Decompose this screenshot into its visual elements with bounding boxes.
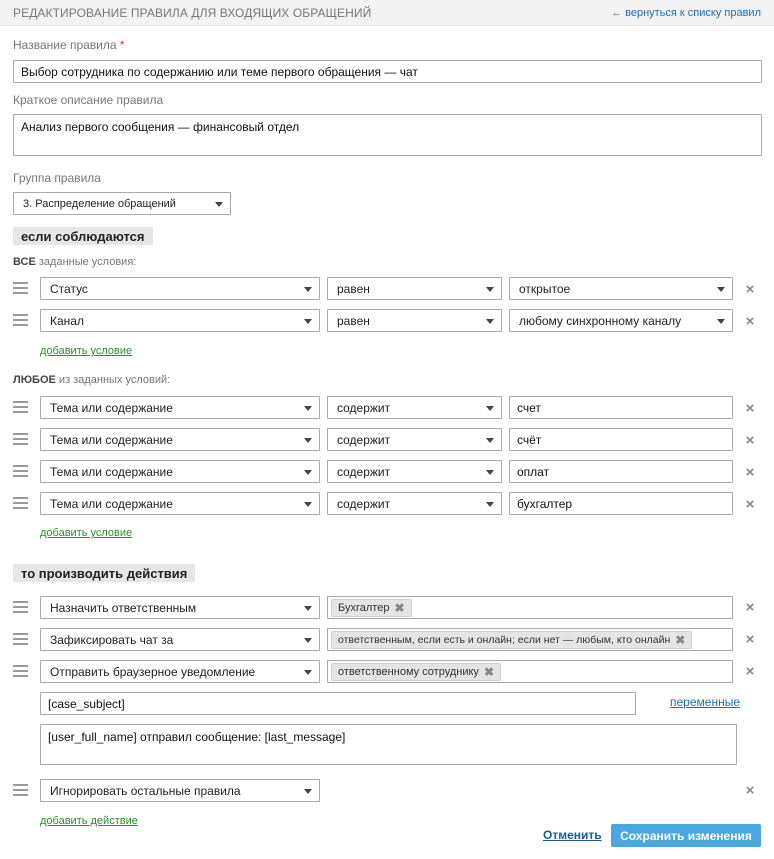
- chevron-down-icon: [486, 438, 494, 443]
- action-type-select[interactable]: [40, 596, 320, 619]
- rule-group-value: 3. Распределение обращений: [23, 197, 176, 210]
- condition-value: счёт: [517, 432, 542, 447]
- add-condition-link[interactable]: добавить условие: [40, 527, 133, 539]
- save-button[interactable]: Сохранить изменения: [611, 824, 761, 847]
- delete-condition-icon[interactable]: ×: [745, 496, 755, 513]
- chevron-down-icon: [486, 470, 494, 475]
- condition-operator-value: содержит: [337, 464, 391, 479]
- condition-field-value: Тема или содержание: [50, 496, 173, 511]
- chevron-down-icon: [304, 406, 312, 411]
- drag-handle-icon[interactable]: [13, 784, 28, 796]
- chevron-down-icon: [304, 438, 312, 443]
- condition-operator-select[interactable]: [327, 396, 502, 419]
- condition-value-input[interactable]: [509, 428, 733, 451]
- all-conditions-prefix: ВСЕ: [13, 256, 36, 268]
- chevron-down-icon: [304, 789, 312, 794]
- notification-subject-input[interactable]: [40, 692, 636, 715]
- rule-name-label-text: Название правила: [13, 38, 117, 52]
- page-header: [0, 0, 774, 26]
- rule-description-label: Краткое описание правила: [13, 93, 164, 107]
- condition-field-select[interactable]: [40, 396, 320, 419]
- condition-operator-select[interactable]: [327, 309, 502, 332]
- rule-description-textarea[interactable]: [13, 114, 762, 156]
- any-conditions-heading: [13, 374, 170, 386]
- variables-link[interactable]: переменные: [670, 695, 740, 709]
- rule-name-value: Выбор сотрудника по содержанию или теме первого обращения — чат: [21, 64, 418, 79]
- cancel-button[interactable]: Отменить: [543, 828, 602, 842]
- required-mark: *: [119, 38, 125, 52]
- condition-field-select[interactable]: [40, 277, 320, 300]
- condition-value-select[interactable]: [509, 309, 733, 332]
- remove-tag-icon[interactable]: ✖: [394, 600, 405, 615]
- condition-operator-select[interactable]: [327, 492, 502, 515]
- action-target-tagbox[interactable]: [327, 628, 733, 651]
- selected-tag-label: ответственному сотруднику: [338, 665, 479, 678]
- chevron-down-icon: [304, 319, 312, 324]
- condition-field-value: Тема или содержание: [50, 432, 173, 447]
- add-action-link[interactable]: добавить действие: [40, 815, 138, 827]
- notification-subject-value: [case_subject]: [48, 696, 125, 711]
- condition-value: счет: [517, 400, 541, 415]
- drag-handle-icon[interactable]: [13, 633, 28, 645]
- drag-handle-icon[interactable]: [13, 601, 28, 613]
- drag-handle-icon[interactable]: [13, 433, 28, 445]
- condition-value: оплат: [517, 464, 550, 479]
- any-conditions-prefix: ЛЮБОЕ: [13, 374, 56, 386]
- condition-value-select[interactable]: [509, 277, 733, 300]
- condition-field-value: Статус: [50, 281, 88, 296]
- chevron-down-icon: [215, 202, 223, 207]
- condition-operator-value: равен: [337, 313, 370, 328]
- condition-value-input[interactable]: [509, 492, 733, 515]
- conditions-section-title: если соблюдаются: [13, 227, 153, 245]
- delete-action-icon[interactable]: ×: [745, 631, 755, 648]
- condition-operator-value: содержит: [337, 432, 391, 447]
- remove-tag-icon[interactable]: ✖: [675, 632, 686, 647]
- condition-field-value: Тема или содержание: [50, 464, 173, 479]
- delete-action-icon[interactable]: ×: [745, 782, 755, 799]
- condition-operator-select[interactable]: [327, 460, 502, 483]
- rule-group-label: Группа правила: [13, 171, 101, 185]
- action-target-tagbox[interactable]: [327, 660, 733, 683]
- condition-field-select[interactable]: [40, 309, 320, 332]
- condition-value-input[interactable]: [509, 396, 733, 419]
- condition-operator-value: содержит: [337, 400, 391, 415]
- action-type-value: Отправить браузерное уведомление: [50, 664, 256, 679]
- chevron-down-icon: [304, 287, 312, 292]
- selected-tag: [331, 599, 412, 617]
- condition-value-input[interactable]: [509, 460, 733, 483]
- all-conditions-suffix: заданные условия:: [35, 256, 137, 268]
- condition-field-value: Канал: [50, 313, 84, 328]
- action-target-tagbox[interactable]: [327, 596, 733, 619]
- condition-field-select[interactable]: [40, 460, 320, 483]
- delete-condition-icon[interactable]: ×: [745, 432, 755, 449]
- condition-field-value: Тема или содержание: [50, 400, 173, 415]
- action-type-value: Зафиксировать чат за: [50, 632, 174, 647]
- chevron-down-icon: [717, 319, 725, 324]
- actions-section-title: то производить действия: [13, 564, 195, 582]
- chevron-down-icon: [486, 406, 494, 411]
- back-to-rules-link[interactable]: ← вернуться к списку правил: [611, 7, 761, 19]
- condition-value: бухгалтер: [517, 496, 573, 511]
- rule-group-select[interactable]: [13, 192, 231, 215]
- drag-handle-icon[interactable]: [13, 665, 28, 677]
- notification-body-value: [user_full_name] отправил сообщение: [last_message]: [48, 730, 346, 744]
- action-type-select[interactable]: [40, 779, 320, 802]
- drag-handle-icon[interactable]: [13, 314, 28, 326]
- chevron-down-icon: [304, 502, 312, 507]
- chevron-down-icon: [304, 606, 312, 611]
- add-condition-link[interactable]: добавить условие: [40, 345, 133, 357]
- delete-action-icon[interactable]: ×: [745, 663, 755, 680]
- delete-condition-icon[interactable]: ×: [745, 400, 755, 417]
- chevron-down-icon: [304, 670, 312, 675]
- delete-condition-icon[interactable]: ×: [745, 313, 755, 330]
- action-type-select[interactable]: [40, 628, 320, 651]
- action-type-value: Назначить ответственным: [50, 600, 197, 615]
- remove-tag-icon[interactable]: ✖: [483, 664, 494, 679]
- delete-action-icon[interactable]: ×: [745, 599, 755, 616]
- action-type-value: Игнорировать остальные правила: [50, 783, 241, 798]
- notification-body-textarea[interactable]: [40, 724, 737, 765]
- action-type-select[interactable]: [40, 660, 320, 683]
- drag-handle-icon[interactable]: [13, 401, 28, 413]
- condition-operator-value: содержит: [337, 496, 391, 511]
- condition-value: любому синхронному каналу: [519, 313, 682, 328]
- page-title: РЕДАКТИРОВАНИЕ ПРАВИЛА ДЛЯ ВХОДЯЩИХ ОБРАЩЕНИЙ: [13, 6, 372, 20]
- condition-value: открытое: [519, 281, 571, 296]
- selected-tag: [331, 631, 692, 649]
- condition-operator-select[interactable]: [327, 428, 502, 451]
- condition-field-select[interactable]: [40, 492, 320, 515]
- rule-name-input[interactable]: [13, 60, 762, 83]
- chevron-down-icon: [486, 319, 494, 324]
- condition-field-select[interactable]: [40, 428, 320, 451]
- rule-name-label: [13, 38, 125, 52]
- condition-operator-select[interactable]: [327, 277, 502, 300]
- delete-condition-icon[interactable]: ×: [745, 281, 755, 298]
- chevron-down-icon: [304, 470, 312, 475]
- selected-tag: [331, 663, 501, 681]
- selected-tag-label: Бухгалтер: [338, 601, 390, 614]
- chevron-down-icon: [486, 502, 494, 507]
- drag-handle-icon[interactable]: [13, 282, 28, 294]
- all-conditions-heading: [13, 256, 136, 268]
- chevron-down-icon: [486, 287, 494, 292]
- condition-operator-value: равен: [337, 281, 370, 296]
- chevron-down-icon: [304, 638, 312, 643]
- any-conditions-suffix: из заданных условий:: [55, 374, 171, 386]
- drag-handle-icon[interactable]: [13, 465, 28, 477]
- selected-tag-label: ответственным, если есть и онлайн; если нет — любым, кто онлайн: [338, 633, 671, 646]
- chevron-down-icon: [717, 287, 725, 292]
- rule-description-value: Анализ первого сообщения — финансовый отдел: [21, 120, 300, 134]
- delete-condition-icon[interactable]: ×: [745, 464, 755, 481]
- drag-handle-icon[interactable]: [13, 497, 28, 509]
